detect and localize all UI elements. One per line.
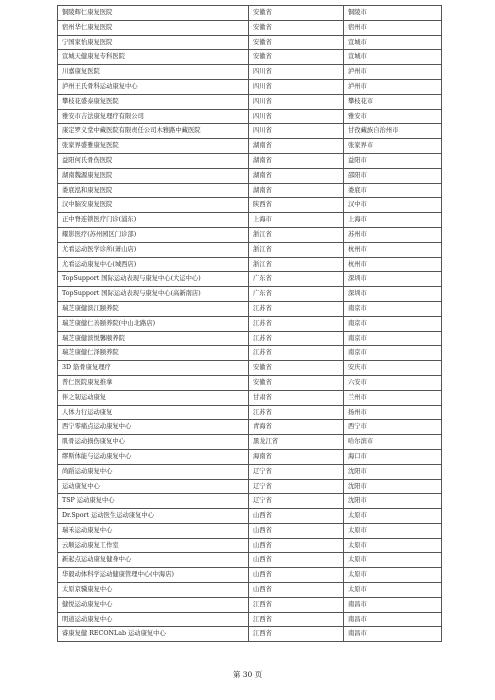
table-row [58, 509, 442, 524]
institution-name-cell: 伴之韧运动康复 [58, 390, 249, 405]
institution-name-cell: 正中脊连锁医疗门诊(浦东) [58, 213, 249, 228]
table-row [58, 35, 442, 50]
table-row [58, 449, 442, 464]
institution-name-cell: 健悦运动康复中心 [58, 597, 249, 612]
institution-name-cell: TSP 运动康复中心 [58, 494, 249, 509]
province-cell: 江苏省 [249, 301, 344, 316]
table-row [58, 375, 442, 390]
province-cell: 安徽省 [249, 50, 344, 65]
institution-name-cell: Dr.Sport 运动医生运动康复中心 [58, 509, 249, 524]
city-cell: 娄底市 [344, 183, 442, 198]
table-row [58, 109, 442, 124]
province-cell: 安徽省 [249, 20, 344, 35]
institution-name-cell: 张家界盛雅康复医院 [58, 139, 249, 154]
province-cell: 广东省 [249, 287, 344, 302]
city-cell: 西宁市 [344, 420, 442, 435]
table-row [58, 538, 442, 553]
table-row [58, 627, 442, 642]
province-cell: 山西省 [249, 553, 344, 568]
institution-name-cell: 睿康复健 RECONLab 运动康复中心 [58, 627, 249, 642]
city-cell: 扬州市 [344, 405, 442, 420]
table-row [58, 168, 442, 183]
table-row [58, 65, 442, 80]
institution-table [57, 5, 442, 642]
province-cell: 四川省 [249, 124, 344, 139]
province-cell: 浙江省 [249, 242, 344, 257]
table-row [58, 390, 442, 405]
table-row [58, 20, 442, 35]
city-cell: 海口市 [344, 449, 442, 464]
institution-name-cell: 新起点运动康复健身中心 [58, 553, 249, 568]
table-row [58, 287, 442, 302]
institution-name-cell: 西宁零痛点运动康复中心 [58, 420, 249, 435]
province-cell: 甘肃省 [249, 390, 344, 405]
city-cell: 甘孜藏族自治州市 [344, 124, 442, 139]
province-cell: 辽宁省 [249, 464, 344, 479]
institution-name-cell: 尤看运动康复中心(城西店) [58, 257, 249, 272]
city-cell: 邵阳市 [344, 168, 442, 183]
table-row [58, 494, 442, 509]
province-cell: 辽宁省 [249, 479, 344, 494]
province-cell: 四川省 [249, 79, 344, 94]
table-row [58, 213, 442, 228]
institution-name-cell: TopSupport 国际运动表现与康复中心(高新南店) [58, 287, 249, 302]
province-cell: 江苏省 [249, 316, 344, 331]
institution-name-cell: 雅安市吉法康复理疗有限公司 [58, 109, 249, 124]
table-row [58, 553, 442, 568]
institution-name-cell: 宣城天健康复专科医院 [58, 50, 249, 65]
table-row [58, 139, 442, 154]
province-cell: 上海市 [249, 213, 344, 228]
province-cell: 安徽省 [249, 361, 344, 376]
province-cell: 江苏省 [249, 405, 344, 420]
city-cell: 铜陵市 [344, 6, 442, 21]
institution-name-cell: 太原京骥康复中心 [58, 583, 249, 598]
province-cell: 浙江省 [249, 227, 344, 242]
institution-name-cell: 3D 筋骨康复理疗 [58, 361, 249, 376]
city-cell: 苏州市 [344, 227, 442, 242]
institution-name-cell: TopSupport 国际运动表现与康复中心(大运中心) [58, 272, 249, 287]
province-cell: 江苏省 [249, 331, 344, 346]
province-cell: 四川省 [249, 109, 344, 124]
table-row [58, 405, 442, 420]
province-cell: 辽宁省 [249, 494, 344, 509]
city-cell: 宣城市 [344, 50, 442, 65]
city-cell: 上海市 [344, 213, 442, 228]
city-cell: 太原市 [344, 583, 442, 598]
city-cell: 泸州市 [344, 79, 442, 94]
institution-name-cell: 益阳何氏骨伤医院 [58, 153, 249, 168]
province-cell: 江西省 [249, 612, 344, 627]
table-row [58, 242, 442, 257]
institution-name-cell: 川嘉康复医院 [58, 65, 249, 80]
institution-name-cell: 湖南魏源康复医院 [58, 168, 249, 183]
city-cell: 哈尔滨市 [344, 435, 442, 450]
province-cell: 山西省 [249, 583, 344, 598]
city-cell: 太原市 [344, 553, 442, 568]
table-row [58, 435, 442, 450]
province-cell: 海南省 [249, 449, 344, 464]
province-cell: 湖南省 [249, 139, 344, 154]
table-row [58, 331, 442, 346]
city-cell: 南昌市 [344, 597, 442, 612]
city-cell: 安庆市 [344, 361, 442, 376]
institution-name-cell: 瑞芝康健滨悦馨颐养院 [58, 331, 249, 346]
province-cell: 安徽省 [249, 6, 344, 21]
institution-name-cell: 瑞禾运动康复中心 [58, 523, 249, 538]
table-row [58, 183, 442, 198]
institution-name-cell: 泸州王氏骨科运动康复中心 [58, 79, 249, 94]
province-cell: 湖南省 [249, 168, 344, 183]
city-cell: 南京市 [344, 301, 442, 316]
institution-name-cell: 尚蹈运动康复中心 [58, 464, 249, 479]
institution-name-cell: 肌骨运动损伤康复中心 [58, 435, 249, 450]
province-cell: 湖南省 [249, 183, 344, 198]
city-cell: 汉中市 [344, 198, 442, 213]
province-cell: 山西省 [249, 538, 344, 553]
table-row [58, 94, 442, 109]
city-cell: 太原市 [344, 509, 442, 524]
province-cell: 山西省 [249, 509, 344, 524]
city-cell: 泸州市 [344, 65, 442, 80]
table-row [58, 464, 442, 479]
province-cell: 安徽省 [249, 375, 344, 390]
institution-name-cell: 普仁医院康复推拿 [58, 375, 249, 390]
table-row [58, 346, 442, 361]
institution-name-cell: 耀影医疗(苏州园区门诊部) [58, 227, 249, 242]
institution-name-cell: 缪斯体能与运动康复中心 [58, 449, 249, 464]
city-cell: 南昌市 [344, 612, 442, 627]
city-cell: 攀枝花市 [344, 94, 442, 109]
city-cell: 深圳市 [344, 287, 442, 302]
city-cell: 雅安市 [344, 109, 442, 124]
table-row [58, 361, 442, 376]
institution-name-cell: 娄底泓和康复医院 [58, 183, 249, 198]
institution-name-cell: 尤看运动医学诊所(萧山店) [58, 242, 249, 257]
province-cell: 陕西省 [249, 198, 344, 213]
city-cell: 沈阳市 [344, 464, 442, 479]
city-cell: 六安市 [344, 375, 442, 390]
city-cell: 太原市 [344, 523, 442, 538]
province-cell: 江西省 [249, 627, 344, 642]
city-cell: 太原市 [344, 538, 442, 553]
city-cell: 杭州市 [344, 242, 442, 257]
city-cell: 沈阳市 [344, 494, 442, 509]
city-cell: 沈阳市 [344, 479, 442, 494]
province-cell: 四川省 [249, 94, 344, 109]
institution-name-cell: 宁国家怡康复医院 [58, 35, 249, 50]
table-row [58, 227, 442, 242]
table-row [58, 124, 442, 139]
table-row [58, 301, 442, 316]
city-cell: 杭州市 [344, 257, 442, 272]
province-cell: 江西省 [249, 597, 344, 612]
institution-name-cell: 瑞芝康健仁善颐养院(中山北路店) [58, 316, 249, 331]
province-cell: 青海省 [249, 420, 344, 435]
city-cell: 宣城市 [344, 35, 442, 50]
city-cell: 张家界市 [344, 139, 442, 154]
province-cell: 山西省 [249, 568, 344, 583]
table-row [58, 523, 442, 538]
institution-name-cell: 人体力行运动康复 [58, 405, 249, 420]
table-row [58, 257, 442, 272]
table-row [58, 79, 442, 94]
city-cell: 深圳市 [344, 272, 442, 287]
province-cell: 四川省 [249, 65, 344, 80]
institution-name-cell: 明道运动康复中心 [58, 612, 249, 627]
table-row [58, 50, 442, 65]
table-row [58, 568, 442, 583]
institution-name-cell: 运动康复中心 [58, 479, 249, 494]
table-row [58, 583, 442, 598]
province-cell: 广东省 [249, 272, 344, 287]
table-row [58, 316, 442, 331]
province-cell: 安徽省 [249, 35, 344, 50]
institution-name-cell: 华毅动体科学运动健康管理中心(中海店) [58, 568, 249, 583]
institution-name-cell: 瑞芝康健滨江颐养院 [58, 301, 249, 316]
table-row [58, 272, 442, 287]
city-cell: 太原市 [344, 568, 442, 583]
province-cell: 山西省 [249, 523, 344, 538]
table-row [58, 612, 442, 627]
table-row [58, 597, 442, 612]
province-cell: 江苏省 [249, 346, 344, 361]
table-row [58, 479, 442, 494]
institution-name-cell: 铜陵辉仁康复医院 [58, 6, 249, 21]
city-cell: 兰州市 [344, 390, 442, 405]
institution-name-cell: 康定罗义堂中藏医院有限责任公司木雅路中藏医院 [58, 124, 249, 139]
table-row [58, 6, 442, 21]
institution-name-cell: 汉中脑安康复医院 [58, 198, 249, 213]
city-cell: 南昌市 [344, 627, 442, 642]
institution-name-cell: 瑞芝康健仁泽颐养院 [58, 346, 249, 361]
institution-name-cell: 云顺运动康复工作室 [58, 538, 249, 553]
table-row [58, 153, 442, 168]
province-cell: 黑龙江省 [249, 435, 344, 450]
table-body [58, 6, 442, 642]
table-row [58, 420, 442, 435]
city-cell: 南京市 [344, 316, 442, 331]
city-cell: 南京市 [344, 331, 442, 346]
institution-name-cell: 宿州华仁康复医院 [58, 20, 249, 35]
city-cell: 宿州市 [344, 20, 442, 35]
institution-name-cell: 攀枝花盛泰康复医院 [58, 94, 249, 109]
city-cell: 益阳市 [344, 153, 442, 168]
province-cell: 浙江省 [249, 257, 344, 272]
province-cell: 湖南省 [249, 153, 344, 168]
table-row [58, 198, 442, 213]
city-cell: 南京市 [344, 346, 442, 361]
page-number: 第 30 页 [232, 670, 263, 679]
